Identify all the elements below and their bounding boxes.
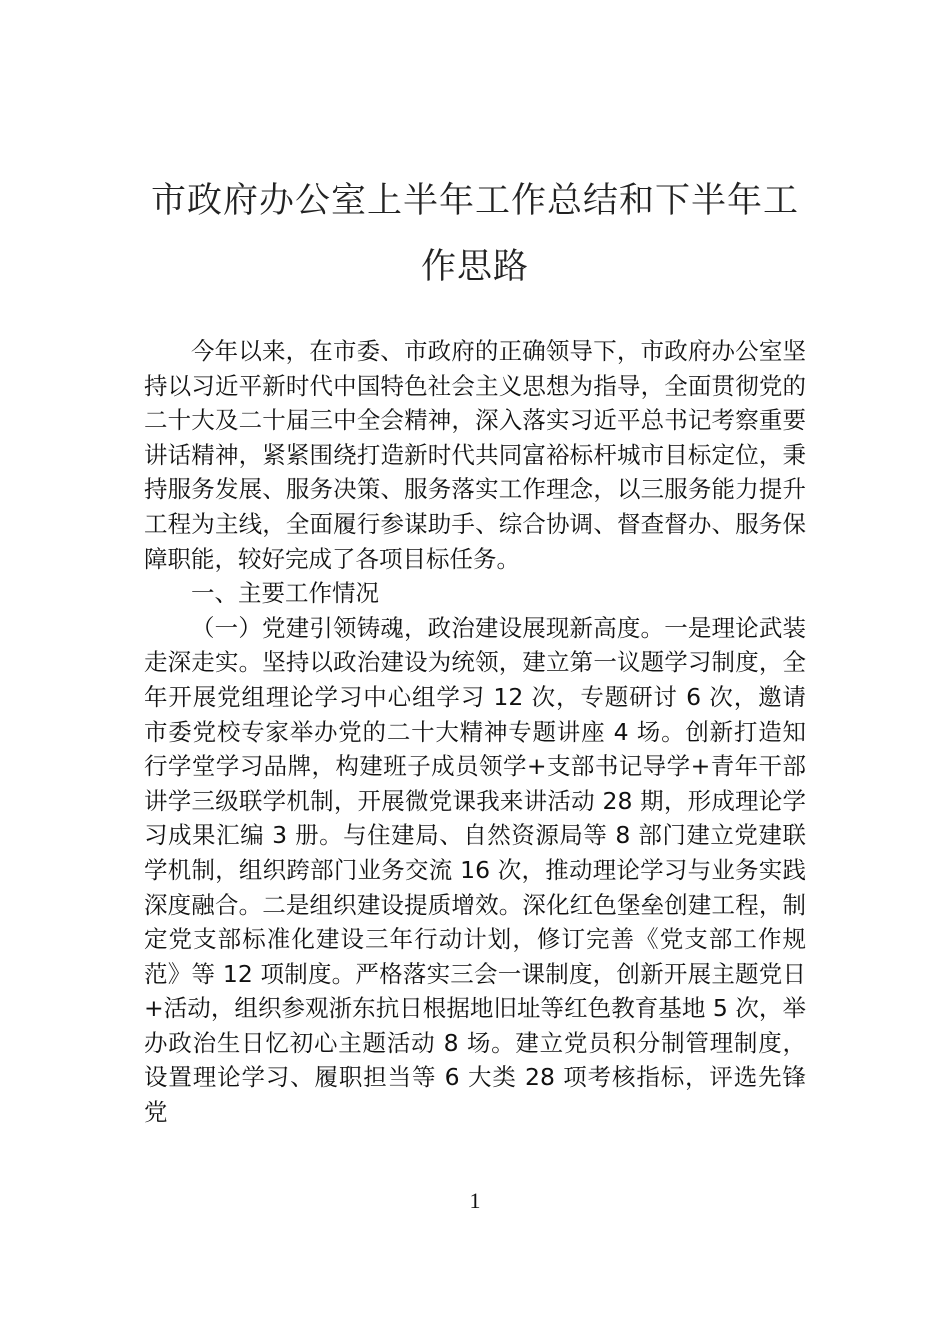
document-title: 市政府办公室上半年工作总结和下半年工作思路 <box>150 181 799 287</box>
body-paragraph: （一）党建引领铸魂，政治建设展现新高度。一是理论武装走深走实。坚持以政治建设为统领，建立第一议题学习制度，全年开展党组理论学习中心组学习 12 次，专题研讨 6 次，邀请市委党校专家举办党的二十大精神专题讲座 4 场。创新打造知行学堂学习品牌，构建班子成员领学+支部书记导学+青年干部讲学三级联学机制，开展微党课我来讲活动 28 期，形成理论学习成果汇编 3 册。与住建局、自然资源局等 8 部门建立党建联学机制，组织跨部门业务交流 16 次，推动理论学习与业务实践深度融合。二是组织建设提质增效。深化红色堡垒创建工程，制定党支部标准化建设三年行动计划，修订完善《党支部工作规范》等 12 项制度。严格落实三会一课制度，创新开展主题党日+活动，组织参观浙东抗日根据地旧址等红色教育基地 5 次，举办政治生日忆初心主题活动 8 场。建立党员积分制管理制度，设置理论学习、履职担当等 6 大类 28 项考核指标，评选先锋党 <box>144 613 806 1127</box>
intro-paragraph: 今年以来，在市委、市政府的正确领导下，市政府办公室坚持以习近平新时代中国特色社会主义思想为指导，全面贯彻党的二十大及二十届三中全会精神，深入落实习近平总书记考察重要讲话精神，紧紧围绕打造新时代共同富裕标杆城市目标定位，秉持服务发展、服务决策、服务落实工作理念，以三服务能力提升工程为主线，全面履行参谋助手、综合协调、督查督办、服务保障职能，较好完成了各项目标任务。 <box>144 337 806 573</box>
document-body <box>144 334 806 1130</box>
section-heading: 一、主要工作情况 <box>191 579 379 608</box>
page-number: 1 <box>469 1188 481 1213</box>
